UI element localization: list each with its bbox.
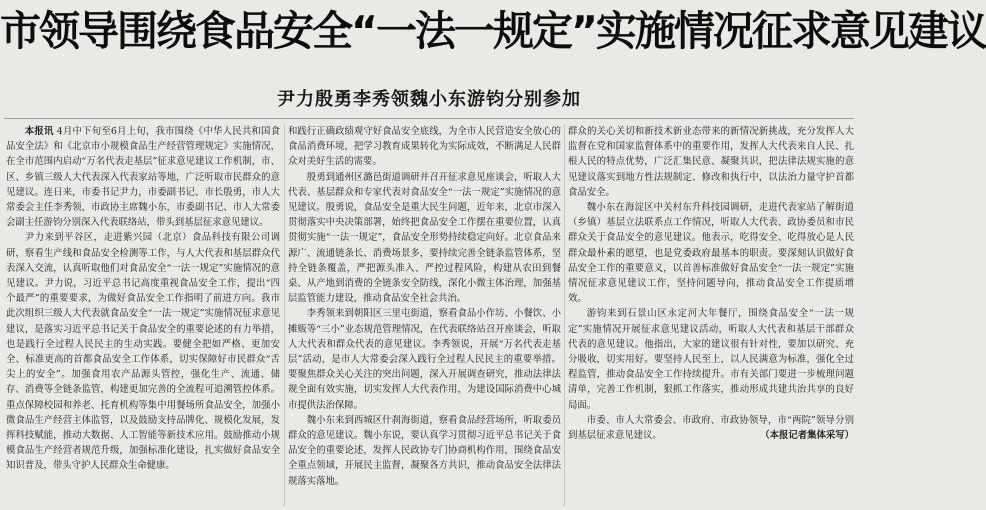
subheadline: 尹力殷勇李秀领魏小东游钧分别参加: [277, 89, 581, 110]
header-divider: [4, 118, 854, 119]
paragraph: 魏小东来到西城区什刹海街道，察看食品经营场所，听取委员群众的意见建议。魏小东说，要认真学习贯彻习近平总书记关于食品安全的重要论述，发挥人民政协专门协商机构作用，围绕食品安全重点领域，开展民主监督，凝聚各方共识，推动食品安全法律法规落实落地。: [288, 414, 561, 487]
closing-paragraph: [568, 413, 854, 443]
paragraph-text: 市委、市人大常委会、市政府、市政协领导，市“两院”领导分别到基层征求意见建议。: [568, 414, 854, 442]
paragraph: 和践行正确政绩观守好食品安全底线，为全市人民营造安全放心的食品消费环境，把学习教育成果转化为实际成效，不断满足人民群众对美好生活的需要。: [288, 126, 561, 168]
paragraph: 尹力来到平谷区，走进紫兴园（北京）食品科技有限公司调研，察看生产线和食品安全检测等工作，与人大代表和基层群众代表深入交流，认真听取他们对食品安全“一法一规定”实施情况的意见建议。尹力说，习近平总书记高度重视食品安全工作，提出“四个最严”的重要要求，为做好食品安全工作指明了前进方向。我市此次组织三级人大代表就食品安全“一法一规定”实施情况征求意见建议，是落实习近平总书记关于食品安全的重要论述的有力举措，也是践行全过程人民民主的生动实践。要健全把如严格、更加安全、标准更高的首都食品安全工作体系，切实保障好市民群众“舌尖上的安全”。加强食用农产品源头管控，强化生产、流通、储存、消费等全链条监管，构建更加完善的全流程可追溯管控体系。重点保障校园和养老、托育机构等集中用餐场所食品安全，加强小微食品生产经营主体监管，以及鼓励支持品牌化、规模化发展，发挥科技赋能，推动大数据、人工智能等新技术应用。鼓励推动小规模食品生产经营者规范升级，加强标准化建设，扎实做好食品安全知识普及，带头守护人民群众生命健康。: [6, 232, 280, 472]
paragraph: 魏小东在海淀区中关村东升科技园调研，走进代表家站了解街道（乡镇）基层立法联系点工作情况，听取人大代表、政协委员和市民群众关于食品安全的意见建议。他表示，吃得安全、吃得放心是人民群众最朴素的愿望，也是党委政府最基本的职责。要深刻认识做好食品安全工作的重要意义，以首善标准做好食品安全“一法一规定”实施情况征求意见建议工作，坚持问题导向，推动食品安全工作提质增效。: [568, 202, 854, 305]
byline: （本报记者集体采写）: [760, 430, 854, 442]
headline: 市领导围绕食品安全“一法一规定”实施情况征求意见建议: [0, 7, 986, 55]
article-column-1: [6, 124, 280, 508]
paragraph-text: 4月中下旬至6月上旬，我市围绕《中华人民共和国食品安全法》和《北京市小规模食品生产经营管理规定》实施情况，在全市范围内启动“万名代表走基层”征求意见建议工作机制，市、区、乡镇三级人大代表深入代表家站等地，广泛听取市民群众的意见建议。连日来，市委书记尹力，市委副书记、市长殷勇，市人大常委会主任李秀领，市政协主席魏小东，市委副书记、市人大常委会副主任游钧分别深入代表联络站，带头到基层征求意见建议。: [6, 126, 280, 229]
lead-paragraph: [6, 124, 280, 230]
article-column-2: [288, 124, 561, 508]
paragraph: 李秀领来到朝阳区三里屯街道，察看食品小作坊、小餐饮、小摊贩等“三小”业态规范管理情况，在代表联络站召开座谈会，听取人大代表和群众代表的意见建议。李秀领说，开展“万名代表走基层”活动，是市人大常委会深入践行全过程人民民主的重要举措。要聚焦群众关心关注的突出问题，深入开展调查研究，推动法律法规全面有效实施，切实发挥人大代表作用，为建设国际消费中心城市提供法治保障。: [288, 308, 561, 411]
lead-tag: 本报讯: [24, 126, 54, 137]
column-divider: [284, 124, 285, 506]
column-divider: [564, 124, 565, 506]
article-column-3: [568, 124, 854, 508]
paragraph: 游钧来到石景山区永定河大年餐厅，围绕食品安全“一法一规定”实施情况开展征求意见建议活动，听取人大代表和基层干部群众代表的意见建议。他指出，大家的建议很有针对性，要加以研究、充分吸收，切实用好。要坚持人民至上，以人民满意为标准，强化全过程监管，推动食品安全工作持续提升。市有关部门要进一步梳理问题清单，完善工作机制，狠抓工作落实，推动形成共建共治共享的良好局面。: [568, 308, 854, 411]
paragraph: 群众的关心关切和新技术新业态带来的新情况新挑战，充分发挥人大监督在党和国家监督体系中的重要作用，发挥人大代表来自人民、扎根人民的特点优势，广泛汇集民意、凝聚共识，把法律法规实施的意见建议落实到地方性法规制定、修改和执行中，以法治力量守护首都食品安全。: [568, 126, 854, 198]
paragraph: 殷勇到通州区潞邑街道调研并召开征求意见座谈会，听取人大代表、基层群众和专家代表对食品安全“一法一规定”实施情况的意见建议。殷勇说，食品安全是重大民生问题，近年来，北京市深入贯彻落实中央决策部署，始终把食品安全工作摆在重要位置，认真贯彻实施“一法一规定”，食品安全形势持续稳定向好。北京食品来源广、流通链条长、消费场景多，要持续完善全链条监管体系，坚持全链条覆盖，严把源头准入、严控过程风险，构建从农田到餐桌、从产地到消费的全链条安全防线，深化小微主体治理，加强基层监管能力建设，推动食品安全社会共治。: [288, 171, 561, 305]
